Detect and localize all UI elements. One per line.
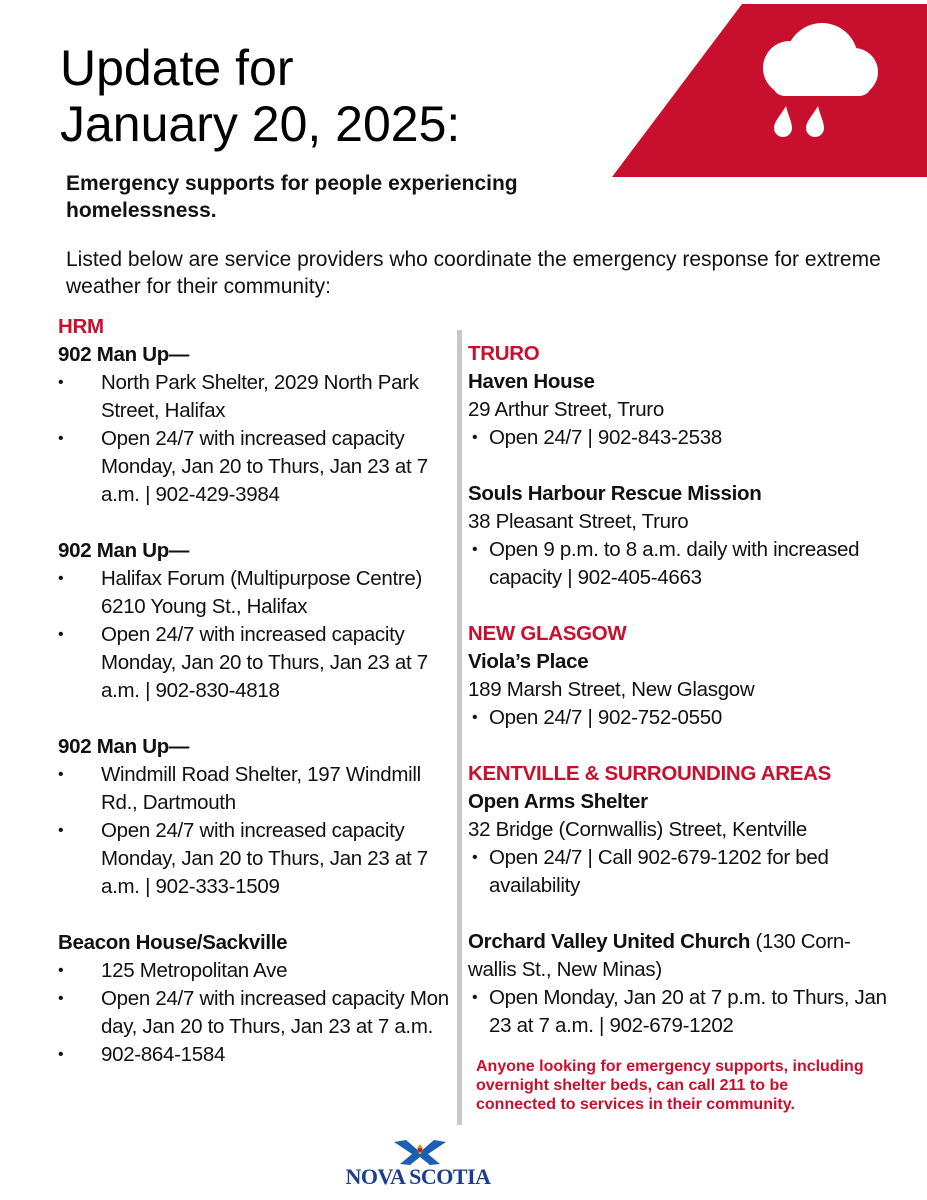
title-line-2: January 20, 2025: [60, 96, 461, 152]
region-heading-kentville: KENTVILLE & SURROUNDING AREAS [468, 762, 831, 785]
provider-details [58, 761, 453, 901]
provider-details [468, 844, 888, 900]
right-column [468, 340, 888, 1068]
provider-name: Souls Harbour Rescue Mission [468, 482, 762, 505]
list-item: • Open 24/7 | Call 902-679-1202 for bed availability [468, 844, 888, 900]
title-line-1: Update for [60, 40, 294, 96]
provider-name: Haven House [468, 370, 595, 393]
provider-details [58, 369, 453, 509]
provider-name: 902 Man Up— [58, 539, 190, 562]
region-heading-new-glasgow: NEW GLASGOW [468, 622, 627, 645]
list-item: • 902-864-1584 [58, 1041, 453, 1069]
provider-address: 29 Arthur Street, Truro [468, 398, 664, 421]
provider-name: 902 Man Up— [58, 735, 190, 758]
list-item: • Halifax Forum (Multipurpose Centre) 6210 Young St., Halifax [58, 565, 453, 621]
region-heading-truro: TRURO [468, 342, 540, 365]
provider-name: Orchard Valley United Church [468, 930, 751, 953]
list-item: • Open Monday, Jan 20 at 7 p.m. to Thurs, Jan 23 at 7 a.m. | 902-679-1202 [468, 984, 888, 1040]
provider-violas-place [468, 648, 888, 732]
call-211-notice: Anyone looking for emergency supports, including overnight shelter beds, can call 211 to be connected to services in their community. [476, 1058, 864, 1113]
provider-details [58, 957, 453, 1069]
list-item: • Open 9 p.m. to 8 a.m. daily with increased capacity | 902-405-4663 [468, 536, 888, 592]
provider-details [468, 984, 888, 1040]
provider-souls-harbour [468, 480, 888, 592]
provider-name: Viola’s Place [468, 650, 589, 673]
left-column [58, 313, 453, 1097]
nova-scotia-logo [338, 1138, 498, 1188]
weather-banner [612, 4, 927, 177]
list-item: • Open 24/7 with increased capacity Monday, Jan 20 to Thurs, Jan 23 at 7 a.m. | 902-333-1509 [58, 817, 453, 901]
provider-open-arms [468, 788, 888, 900]
page-title [60, 40, 460, 152]
provider-manup-forum [58, 537, 453, 705]
provider-details [468, 536, 888, 592]
region-heading-hrm: HRM [58, 315, 104, 338]
list-item: • 125 Metropolitan Ave [58, 957, 453, 985]
list-item: • Windmill Road Shelter, 197 Windmill Rd., Dartmouth [58, 761, 453, 817]
list-item: • Open 24/7 | 902-752-0550 [468, 704, 888, 732]
provider-details [468, 704, 888, 732]
provider-name: Open Arms Shelter [468, 790, 648, 813]
provider-header [468, 928, 888, 984]
provider-manup-windmill [58, 733, 453, 901]
list-item: • Open 24/7 with increased capacity Monday, Jan 20 to Thurs, Jan 23 at 7 a.m. | 902-830-4818 [58, 621, 453, 705]
provider-address: 32 Bridge (Cornwallis) Street, Kentville [468, 818, 807, 841]
logo-wordmark: NOVA SCOTIA [345, 1164, 491, 1189]
provider-details [468, 424, 888, 452]
saltire-flag-icon [390, 1138, 450, 1166]
provider-address: 38 Pleasant Street, Truro [468, 510, 689, 533]
provider-details [58, 565, 453, 705]
provider-address: 189 Marsh Street, New Glasgow [468, 678, 755, 701]
provider-orchard-valley [468, 928, 888, 1040]
column-divider [457, 330, 462, 1125]
provider-address: (130 Corn-wallis St., New Minas) [468, 930, 851, 981]
provider-haven-house [468, 368, 888, 452]
provider-name: 902 Man Up— [58, 343, 190, 366]
list-item: • Open 24/7 with increased capacity Mon day, Jan 20 to Thurs, Jan 23 at 7 a.m. [58, 985, 453, 1041]
provider-beacon-house [58, 929, 453, 1069]
page-subtitle: Emergency supports for people experiencing homelessness. [66, 172, 518, 222]
provider-name: Beacon House/Sackville [58, 931, 288, 954]
list-item: • Open 24/7 | 902-843-2538 [468, 424, 888, 452]
provider-manup-northpark [58, 341, 453, 509]
list-item: • North Park Shelter, 2029 North Park Street, Halifax [58, 369, 453, 425]
list-item: • Open 24/7 with increased capacity Monday, Jan 20 to Thurs, Jan 23 at 7 a.m. | 902-429-3984 [58, 425, 453, 509]
intro-text: Listed below are service providers who coordinate the emergency response for extreme weather for their community: [66, 248, 881, 298]
